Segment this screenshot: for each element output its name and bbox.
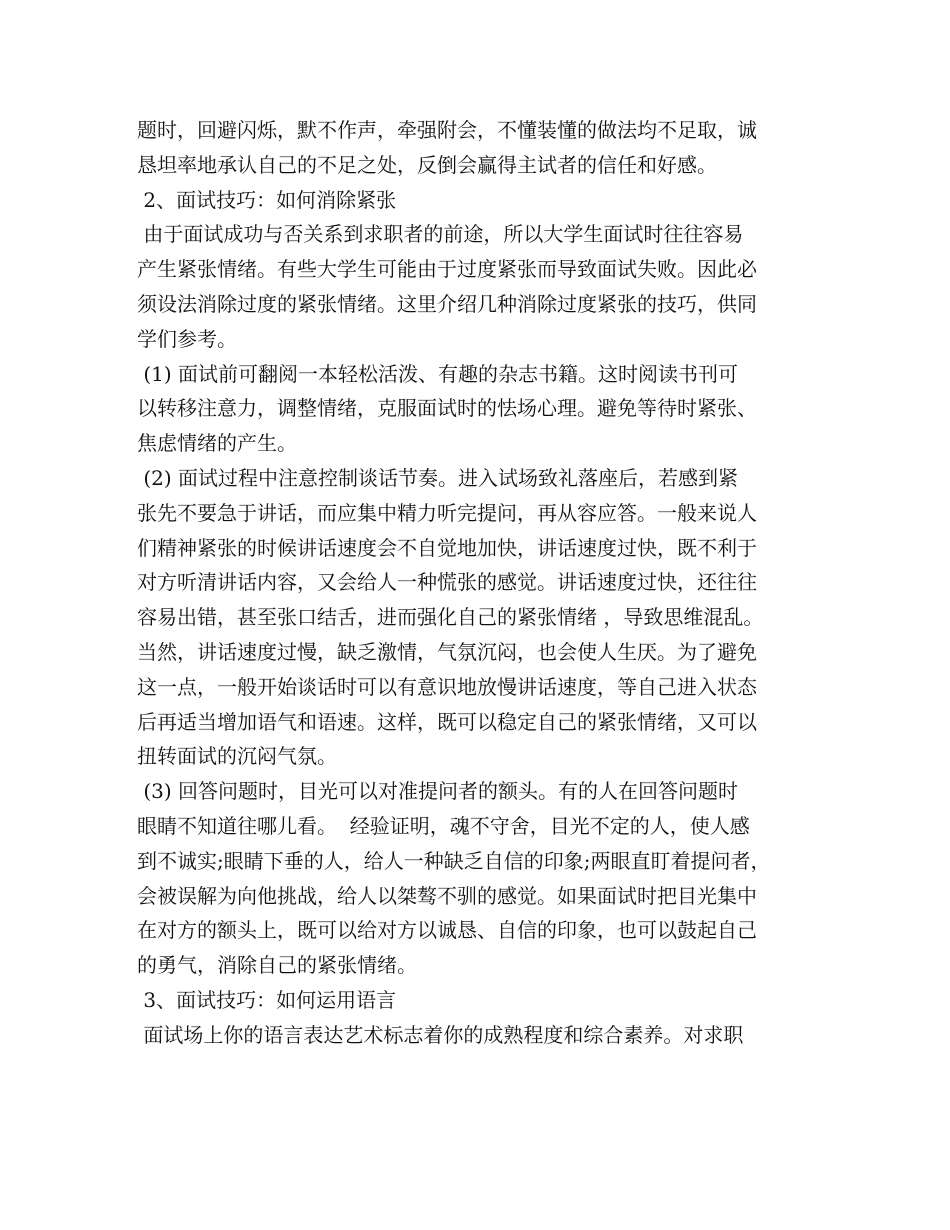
text-line: 题时，回避闪烁，默不作声，牵强附会，不懂装懂的做法均不足取，诚 [137, 118, 757, 142]
text-line: 须设法消除过度的紧张情绪。这里介绍几种消除过度紧张的技巧，供同 [137, 291, 757, 316]
text-line: 这一点，一般开始谈话时可以有意识地放慢讲话速度，等自己进入状态 [137, 674, 757, 699]
text-line: 后再适当增加语气和语速。这样，既可以稳定自己的紧张情绪，又可以 [137, 709, 757, 734]
text-line: 以转移注意力，调整情绪，克服面试时的怯场心理。避免等待时紧张、 [137, 396, 757, 421]
text-line: (1) 面试前可翻阅一本轻松活泼、有趣的杂志书籍。这时阅读书刊可 [137, 361, 739, 386]
text-line: 到不诚实;眼睛下垂的人，给人一种缺乏自信的印象;两眼直盯着提问者， [137, 848, 771, 873]
text-line: 张先不要急于讲话，而应集中精力听完提问，再从容应答。一般来说人 [137, 500, 757, 525]
text-line: 们精神紧张的时候讲话速度会不自觉地加快，讲话速度过快，既不利于 [137, 535, 757, 560]
text-line: 面试场上你的语言表达艺术标志着你的成熟程度和综合素养。对求职 [137, 1022, 744, 1047]
text-line: 的勇气，消除自己的紧张情绪。 [137, 953, 417, 978]
text-line: 由于面试成功与否关系到求职者的前途，所以大学生面试时往往容易 [137, 222, 744, 247]
text-line: (2) 面试过程中注意控制谈话节奏。进入试场致礼落座后，若感到紧 [137, 465, 739, 490]
section-heading: 2、面试技巧：如何消除紧张 [137, 187, 397, 212]
text-line: 容易出错，甚至张口结舌，进而强化自己的紧张情绪 ，导致思维混乱。 [137, 605, 764, 630]
text-line: 眼睛不知道往哪儿看。 经验证明，魂不守舍，目光不定的人，使人感 [137, 813, 750, 838]
text-line: 恳坦率地承认自己的不足之处，反倒会赢得主试者的信任和好感。 [137, 152, 717, 177]
text-line: 扭转面试的沉闷气氛。 [137, 744, 337, 769]
text-line: 会被误解为向他挑战，给人以桀骜不驯的感觉。如果面试时把目光集中 [137, 883, 757, 908]
text-line: 当然，讲话速度过慢，缺乏激情，气氛沉闷，也会使人生厌。为了避免 [137, 639, 757, 664]
text-line: 学们参考。 [137, 326, 237, 351]
text-line: 产生紧张情绪。有些大学生可能由于过度紧张而导致面试失败。因此必 [137, 257, 757, 282]
section-heading: 3、面试技巧：如何运用语言 [137, 987, 397, 1012]
text-line: (3) 回答问题时，目光可以对准提问者的额头。有的人在回答问题时 [137, 779, 739, 804]
document-page [137, 113, 827, 1053]
text-line: 对方听清讲话内容，又会给人一种慌张的感觉。讲话速度过快，还往往 [137, 570, 757, 595]
text-line: 在对方的额头上，既可以给对方以诚恳、自信的印象，也可以鼓起自己 [137, 918, 757, 943]
text-line: 焦虑情绪的产生。 [137, 431, 297, 456]
